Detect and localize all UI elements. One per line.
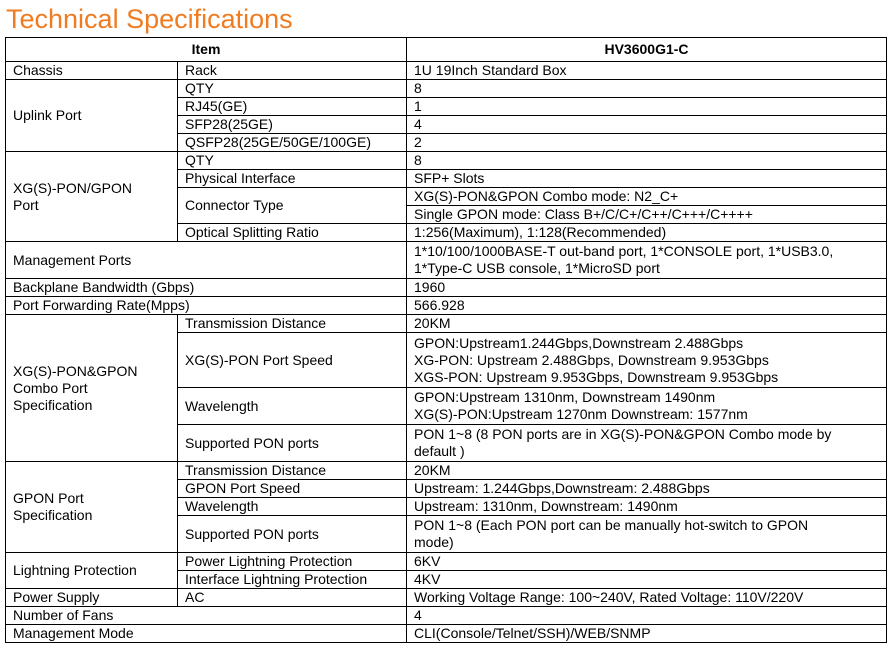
row-label: Backplane Bandwidth (Gbps) bbox=[6, 279, 407, 297]
spec-table bbox=[5, 37, 887, 643]
page-title: Technical Specifications bbox=[6, 4, 293, 34]
row-label-line: GPON Port bbox=[13, 490, 84, 506]
table-row bbox=[6, 279, 887, 297]
table-row bbox=[6, 553, 887, 571]
row-label bbox=[6, 462, 178, 553]
row-label-line: Combo Port bbox=[13, 379, 88, 396]
row-label: Port Forwarding Rate(Mpps) bbox=[6, 297, 407, 315]
row-value: 20KM bbox=[407, 462, 887, 480]
row-value: 8 bbox=[407, 80, 887, 98]
row-sublabel: Connector Type bbox=[178, 188, 407, 224]
row-sublabel: Supported PON ports bbox=[178, 425, 407, 462]
row-label bbox=[6, 315, 178, 462]
row-value-line: GPON:Upstream 1310nm, Downstream 1490nm bbox=[414, 389, 716, 405]
table-row bbox=[6, 80, 887, 98]
row-value-line: 1*10/100/1000BASE-T out-band port, 1*CONSOLE port, 1*USB3.0, bbox=[414, 243, 834, 259]
row-sublabel: Interface Lightning Protection bbox=[178, 571, 407, 589]
row-label: Power Supply bbox=[6, 589, 178, 607]
row-sublabel: RJ45(GE) bbox=[178, 98, 407, 116]
row-sublabel: Transmission Distance bbox=[178, 462, 407, 480]
table-header-row bbox=[6, 38, 887, 62]
row-sublabel: GPON Port Speed bbox=[178, 480, 407, 498]
row-value: 566.928 bbox=[407, 297, 887, 315]
row-label: Uplink Port bbox=[6, 80, 178, 152]
row-value-line: default ) bbox=[414, 443, 465, 459]
row-sublabel: Power Lightning Protection bbox=[178, 553, 407, 571]
row-sublabel: Transmission Distance bbox=[178, 315, 407, 333]
row-value-line: XG(S)-PON:Upstream 1270nm Downstream: 1577nm bbox=[414, 406, 748, 422]
row-value-line: PON 1~8 (8 PON ports are in XG(S)-PON&GPON Combo mode by bbox=[414, 426, 832, 442]
header-item: Item bbox=[6, 38, 407, 62]
row-value: 1 bbox=[407, 98, 887, 116]
row-value: 20KM bbox=[407, 315, 887, 333]
row-value bbox=[407, 425, 887, 462]
row-value-line: XGS-PON: Upstream 9.953Gbps, Downstream 9.953Gbps bbox=[414, 368, 779, 385]
row-sublabel: XG(S)-PON Port Speed bbox=[178, 333, 407, 388]
table-row bbox=[6, 607, 887, 625]
header-model: HV3600G1-C bbox=[407, 38, 887, 62]
row-label-line: Port bbox=[13, 196, 39, 213]
row-value-line: GPON:Upstream1.244Gbps,Downstream 2.488Gbps bbox=[414, 334, 744, 351]
row-value bbox=[407, 333, 887, 388]
row-value: 1:256(Maximum), 1:128(Recommended) bbox=[407, 224, 887, 242]
row-label bbox=[6, 152, 178, 242]
row-sublabel: SFP28(25GE) bbox=[178, 116, 407, 134]
table-row bbox=[6, 242, 887, 279]
row-label-line: XG(S)-PON/GPON bbox=[13, 179, 133, 196]
table-row bbox=[6, 625, 887, 643]
row-value: 4 bbox=[407, 116, 887, 134]
row-value-line: PON 1~8 (Each PON port can be manually hot-switch to GPON bbox=[414, 517, 809, 533]
row-value bbox=[407, 516, 887, 553]
row-label-line: Specification bbox=[13, 396, 93, 413]
row-sublabel: Wavelength bbox=[178, 388, 407, 425]
table-row bbox=[6, 297, 887, 315]
row-value: Upstream: 1.244Gbps,Downstream: 2.488Gbps bbox=[407, 480, 887, 498]
row-value: 4 bbox=[407, 607, 887, 625]
row-sublabel: Wavelength bbox=[178, 498, 407, 516]
row-value-line: 1*Type-C USB console, 1*MicroSD port bbox=[414, 260, 660, 276]
row-value: Single GPON mode: Class B+/C/C+/C++/C+++/C++++ bbox=[407, 206, 887, 224]
row-value: 6KV bbox=[407, 553, 887, 571]
row-value-line: mode) bbox=[414, 534, 454, 550]
row-value: CLI(Console/Telnet/SSH)/WEB/SNMP bbox=[407, 625, 887, 643]
row-value-line: XG-PON: Upstream 2.488Gbps, Downstream 9.953Gbps bbox=[414, 351, 769, 368]
row-label: Chassis bbox=[6, 62, 178, 80]
row-value: SFP+ Slots bbox=[407, 170, 887, 188]
row-value: 1960 bbox=[407, 279, 887, 297]
row-value: 4KV bbox=[407, 571, 887, 589]
row-sublabel: AC bbox=[178, 589, 407, 607]
table-row bbox=[6, 589, 887, 607]
row-label: Number of Fans bbox=[6, 607, 407, 625]
table-row bbox=[6, 62, 887, 80]
row-value: 2 bbox=[407, 134, 887, 152]
row-sublabel: Optical Splitting Ratio bbox=[178, 224, 407, 242]
row-sublabel: Rack bbox=[178, 62, 407, 80]
row-label: Lightning Protection bbox=[6, 553, 178, 589]
row-label: Management Ports bbox=[6, 242, 407, 279]
row-label: Management Mode bbox=[6, 625, 407, 643]
row-value: 8 bbox=[407, 152, 887, 170]
row-sublabel: Supported PON ports bbox=[178, 516, 407, 553]
table-row bbox=[6, 462, 887, 480]
table-row bbox=[6, 315, 887, 333]
table-row bbox=[6, 152, 887, 170]
row-sublabel: QTY bbox=[178, 152, 407, 170]
row-value: Working Voltage Range: 100~240V, Rated Voltage: 110V/220V bbox=[407, 589, 887, 607]
row-label-line: Specification bbox=[13, 507, 93, 523]
row-value bbox=[407, 388, 887, 425]
row-value: 1U 19Inch Standard Box bbox=[407, 62, 887, 80]
row-value bbox=[407, 242, 887, 279]
row-value: Upstream: 1310nm, Downstream: 1490nm bbox=[407, 498, 887, 516]
row-label-line: XG(S)-PON&GPON bbox=[13, 362, 138, 379]
row-sublabel: Physical Interface bbox=[178, 170, 407, 188]
row-sublabel: QSFP28(25GE/50GE/100GE) bbox=[178, 134, 407, 152]
row-value: XG(S)-PON&GPON Combo mode: N2_C+ bbox=[407, 188, 887, 206]
row-sublabel: QTY bbox=[178, 80, 407, 98]
